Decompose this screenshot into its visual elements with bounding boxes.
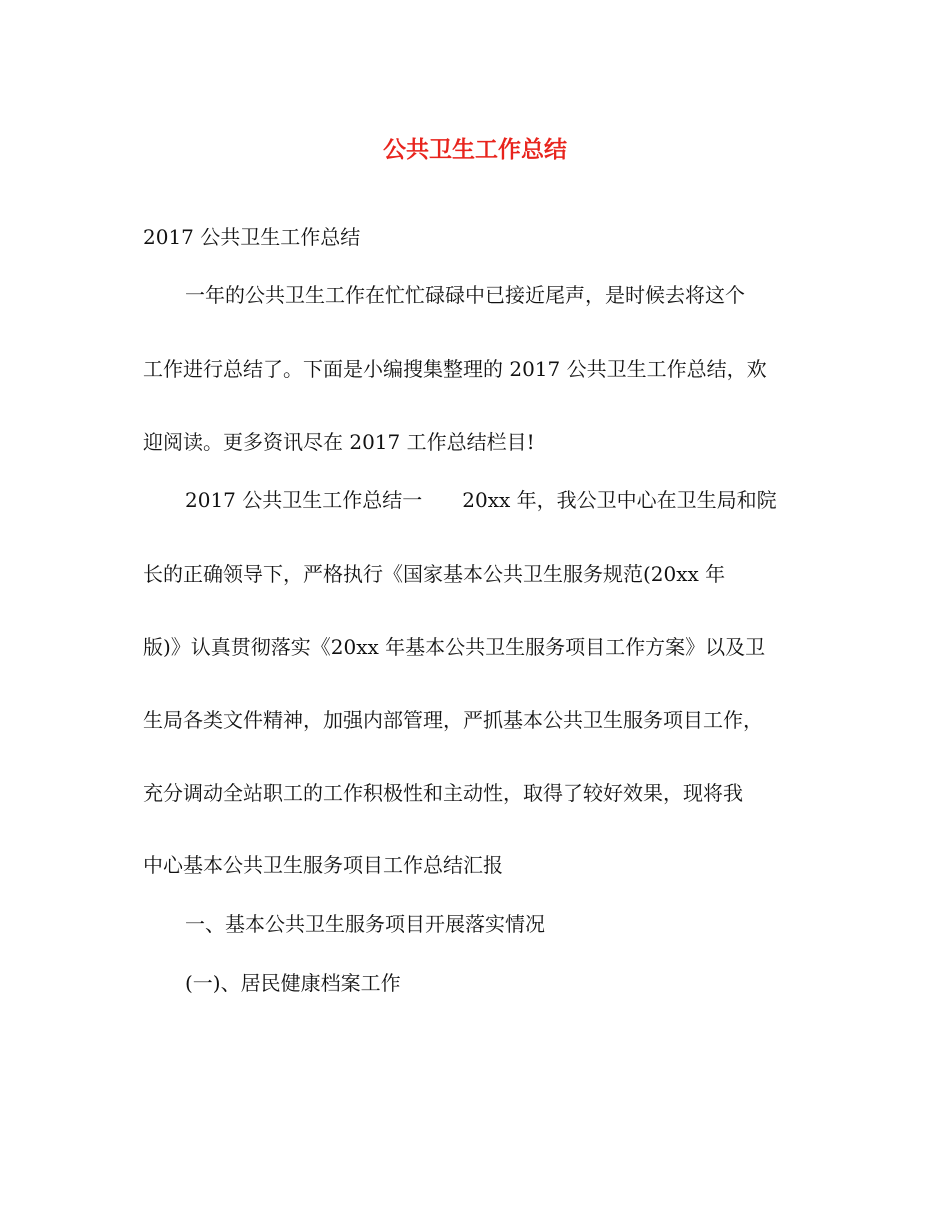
- document-title: 公共卫生工作总结: [383, 137, 567, 163]
- paragraph-line: 生局各类文件精神，加强内部管理，严抓基本公共卫生服务项目工作，: [143, 708, 763, 732]
- list-heading: 一、基本公共卫生服务项目开展落实情况: [185, 912, 545, 936]
- paragraph-line: 2017 公共卫生工作总结一 20xx 年，我公卫中心在卫生局和院: [185, 488, 777, 512]
- paragraph-line: 工作进行总结了。下面是小编搜集整理的 2017 公共卫生工作总结，欢: [143, 357, 767, 381]
- list-subheading: (一)、居民健康档案工作: [185, 971, 401, 995]
- paragraph-line: 版)》认真贯彻落实《20xx 年基本公共卫生服务项目工作方案》以及卫: [143, 635, 766, 659]
- paragraph-line: 中心基本公共卫生服务项目工作总结汇报: [143, 853, 503, 877]
- paragraph-line: 一年的公共卫生工作在忙忙碌碌中已接近尾声，是时候去将这个: [185, 283, 745, 307]
- paragraph-line: 充分调动全站职工的工作积极性和主动性，取得了较好效果，现将我: [143, 781, 743, 805]
- paragraph-line: 迎阅读。更多资讯尽在 2017 工作总结栏目!: [143, 430, 535, 454]
- section-heading: 2017 公共卫生工作总结: [143, 225, 361, 249]
- paragraph-line: 长的正确领导下，严格执行《国家基本公共卫生服务规范(20xx 年: [143, 562, 726, 586]
